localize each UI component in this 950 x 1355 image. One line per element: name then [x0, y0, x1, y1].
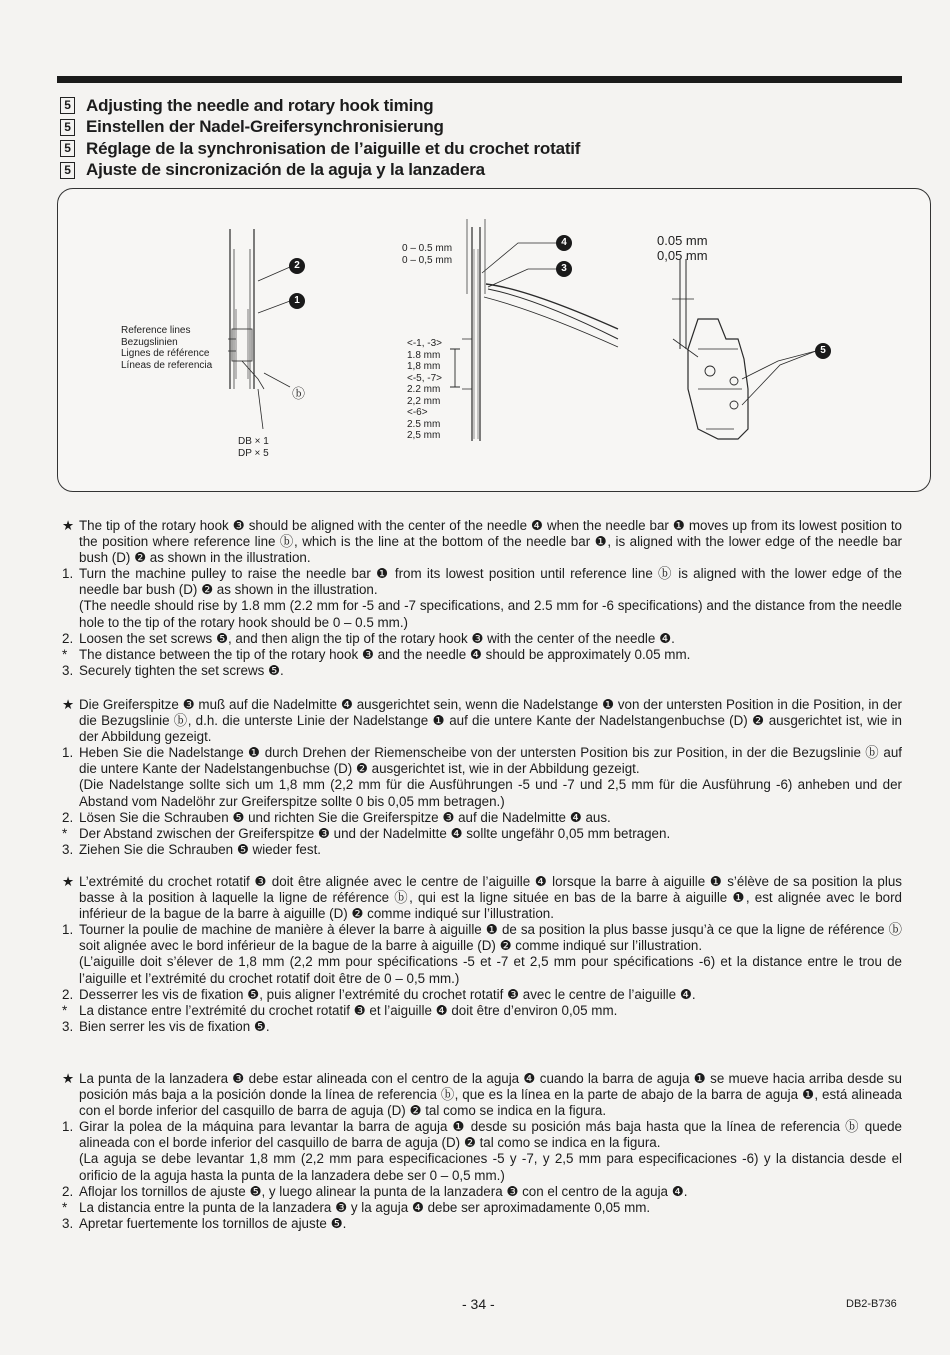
- english-instructions: [60, 518, 902, 679]
- item-text: Der Abstand zwischen der Greiferspitze ❸ und der Nadelmitte ❹ sollte ungefähr 0,05 mm betragen.: [79, 825, 671, 841]
- item-mark: *: [62, 646, 68, 662]
- list-item: [60, 647, 902, 663]
- item-text: Aflojar los tornillos de ajuste ❺, y luego alinear la punta de la lanzadera ❸ con el centro de la aguja ❹.: [79, 1183, 688, 1199]
- list-item: [60, 874, 902, 922]
- item-mark: *: [62, 825, 68, 841]
- section-number: 5: [60, 162, 75, 179]
- rotary-hook-tip: [486, 284, 618, 329]
- item-mark: 2.: [62, 630, 74, 646]
- page-number: - 34 -: [462, 1296, 495, 1312]
- timing-illustration: [57, 188, 931, 492]
- heading-german: [60, 117, 900, 139]
- list-item: [60, 1071, 902, 1119]
- list-item: [60, 745, 902, 777]
- ref-line-fr: Lignes de référence: [121, 348, 210, 359]
- badge-4: 4: [556, 235, 572, 251]
- rise-values: [407, 338, 442, 442]
- item-mark: ★: [62, 697, 75, 712]
- item-text: L’extrémité du crochet rotatif ❸ doit être alignée avec le centre de l’aiguille ❹ lorsque la barre à aiguille ❶ s’élève de sa position la plus basse à la position à laquelle la ligne de référence ⓑ, qui est la ligne située en bas de la barre à aiguille ❶, est alignée avec le bord inférieur de la bague de la barre à aiguille (D) ❷ comme indiqué sur l’illustration.: [79, 874, 902, 922]
- heading-spanish: [60, 160, 900, 182]
- item-text: Apretar fuertemente los tornillos de ajuste ❺.: [79, 1215, 347, 1231]
- badge-2: 2: [289, 258, 305, 274]
- gap-en: 0 – 0.5 mm: [402, 243, 453, 254]
- french-instructions: [60, 874, 902, 1035]
- rise-22-de: 2,2 mm: [407, 395, 441, 407]
- item-text: Heben Sie die Nadelstange ❶ durch Drehen der Riemenscheibe von der untersten Position bis zur Position, in der die Bezugslinie ⓑ auf die untere Kante der Nadelstangenbuchse (D) ❷ ausgerichtet ist, wie in der Abbildung gezeigt.: [79, 745, 902, 777]
- item-text: Bien serrer les vis de fixation ❺.: [79, 1018, 270, 1034]
- list-item: [60, 1151, 902, 1183]
- document-code: DB2-B736: [846, 1298, 897, 1310]
- section-number: 5: [60, 97, 75, 114]
- list-item: [60, 826, 902, 842]
- needle-right: [680, 259, 686, 349]
- needle-type-dp: DP × 5: [238, 447, 269, 459]
- needle-bar-bush: [230, 229, 254, 389]
- item-mark: *: [62, 1199, 68, 1215]
- section-number: 5: [60, 119, 75, 136]
- distance-de: 0,05 mm: [657, 248, 708, 263]
- item-text: (L’aiguille doit s’élever de 1,8 mm (2,2 mm pour spécifications -5 et -7 et 2,5 mm pour spécifications -6) et la distance entre le trou de l’aiguille et l’extrémité du crochet rotatif doit être de 0 – 0,5 mm.): [79, 954, 902, 986]
- list-item: [60, 518, 902, 566]
- item-mark: ★: [62, 874, 75, 889]
- item-text: The tip of the rotary hook ❸ should be aligned with the center of the needle ❹ when the needle bar ❶ moves up from its lowest position to the position where reference line ⓑ, which is the line at the bottom of the needle bar ❶, is aligned with the lower edge of the needle bar bush (D) ❷ as shown in the illustration.: [79, 518, 902, 566]
- list-item: [60, 777, 902, 809]
- rise-18-en: 1.8 mm: [407, 349, 441, 361]
- badge-5: 5: [815, 343, 831, 359]
- ref-line-es: Líneas de referencia: [121, 359, 213, 371]
- item-text: (The needle should rise by 1.8 mm (2.2 mm for -5 and -7 specifications, and 2.5 mm for -6 specifications) and the distance from the needle hole to the tip of the rotary hook should be 0 – 0.5 mm.): [79, 598, 902, 630]
- distance-label: [657, 233, 708, 263]
- item-mark: 3.: [62, 662, 74, 678]
- ref-line-en: Reference lines: [121, 325, 191, 336]
- item-text: (Die Nadelstange sollte sich um 1,8 mm (2,2 mm für die Ausführungen -5 und -7 und 2,5 mm für die Ausführung -6) anheben und der Abstand vom Nadelöhr zur Greiferspitze sollte 0 bis 0,05 mm betragen.): [79, 777, 902, 809]
- item-mark: 3.: [62, 1018, 74, 1034]
- item-text: Loosen the set screws ❺, and then align the tip of the rotary hook ❸ with the center of the needle ❹.: [79, 630, 675, 646]
- list-item: [60, 987, 902, 1003]
- heading-text: Ajuste de sincronización de la aguja y la lanzadera: [86, 160, 485, 180]
- list-item: [60, 663, 902, 679]
- rise-18-de: 1,8 mm: [407, 361, 441, 372]
- hook-body: [688, 319, 748, 439]
- list-item: [60, 598, 902, 630]
- badge-3: 3: [556, 261, 572, 277]
- item-mark: 3.: [62, 1215, 74, 1231]
- item-text: Die Greiferspitze ❸ muß auf die Nadelmitte ❹ ausgerichtet sein, wenn die Nadelstange ❶ von der untersten Position in die Position, in der die Bezugslinie ⓑ, d.h. die unterste Linie der Nadelstange ❶ auf die untere Kante der Nadelstangenbuchse (D) ❷ ausgerichtet ist, wie in der Abbildung gezeigt.: [79, 697, 902, 745]
- gap-label: [402, 243, 452, 266]
- list-item: [60, 1200, 902, 1216]
- list-item: [60, 697, 902, 745]
- item-mark: 3.: [62, 841, 74, 857]
- item-mark: 2.: [62, 986, 74, 1002]
- item-text: Securely tighten the set screws ❺.: [79, 662, 284, 678]
- rise-spec-1: <-1, -3>: [407, 338, 443, 349]
- item-mark: 1.: [62, 922, 74, 938]
- item-text: Ziehen Sie die Schrauben ❺ wieder fest.: [79, 841, 322, 857]
- item-mark: 2.: [62, 1183, 74, 1199]
- heading-text: Adjusting the needle and rotary hook timing: [86, 95, 434, 115]
- heading-french: [60, 138, 900, 160]
- gap-de: 0 – 0,5 mm: [402, 254, 453, 266]
- list-item: [60, 631, 902, 647]
- needle: [472, 227, 480, 441]
- item-mark: ★: [62, 1071, 75, 1086]
- item-mark: 1.: [62, 566, 74, 582]
- item-mark: 1.: [62, 745, 74, 761]
- heading-text: Réglage de la synchronisation de l’aiguille et du crochet rotatif: [86, 138, 581, 158]
- item-mark: ★: [62, 518, 75, 533]
- item-text: Turn the machine pulley to raise the needle bar ❶ from its lowest position until reference line ⓑ is aligned with the lower edge of the needle bar bush (D) ❷ as shown in the illustration.: [79, 566, 902, 598]
- item-text: Lösen Sie die Schrauben ❺ und richten Sie die Greiferspitze ❸ auf die Nadelmitte ❹ aus.: [79, 809, 611, 825]
- rise-spec-6: <-6>: [407, 407, 428, 418]
- item-text: La distance entre l’extrémité du crochet rotatif ❸ et l’aiguille ❹ doit être d’environ 0,05 mm.: [79, 1002, 618, 1018]
- distance-en: 0.05 mm: [657, 233, 708, 248]
- heading-text: Einstellen der Nadel-Greifersynchronisierung: [86, 117, 444, 137]
- rise-spec-5: <-5, -7>: [407, 372, 443, 384]
- item-mark: 2.: [62, 809, 74, 825]
- item-text: La distancia entre la punta de la lanzadera ❸ y la aguja ❹ debe ser aproximadamente 0,05 mm.: [79, 1199, 651, 1215]
- badge-1: 1: [289, 293, 305, 309]
- list-item: [60, 954, 902, 986]
- rise-25-de: 2,5 mm: [407, 430, 441, 441]
- list-item: [60, 1216, 902, 1232]
- item-text: Tourner la poulie de machine de manière à élever la barre à aiguille ❶ de sa position la plus basse jusqu’à ce que la ligne de référence ⓑ soit alignée avec le bord inférieur de la bague de la barre à aiguille (D) ❷ comme indiqué sur l’illustration.: [79, 922, 902, 954]
- section-headings: [60, 95, 900, 181]
- heading-english: [60, 95, 900, 117]
- needle-type-label: [238, 436, 269, 459]
- list-item: [60, 566, 902, 598]
- list-item: [60, 842, 902, 858]
- item-mark: 1.: [62, 1119, 74, 1135]
- list-item: [60, 922, 902, 954]
- item-text: The distance between the tip of the rotary hook ❸ and the needle ❹ should be approximately 0.05 mm.: [79, 646, 691, 662]
- list-item: [60, 1184, 902, 1200]
- rise-25-en: 2.5 mm: [407, 418, 441, 430]
- ref-line-de: Bezugslinien: [121, 336, 178, 348]
- reference-lines-label: [121, 325, 212, 371]
- list-item: [60, 1003, 902, 1019]
- german-instructions: [60, 697, 902, 858]
- item-mark: *: [62, 1002, 68, 1018]
- needle-bar: [232, 329, 252, 361]
- rise-22-en: 2.2 mm: [407, 384, 441, 395]
- list-item: [60, 810, 902, 826]
- item-text: La punta de la lanzadera ❸ debe estar alineada con el centro de la aguja ❹ cuando la barra de aguja ❶ se mueve hacia arriba desde su posición más baja a la posición donde la línea de referencia ⓑ, que es la línea en la parte de abajo de la barra de aguja ❶, está alineada con el borde inferior del casquillo de barra de aguja (D) ❷ tal como se indica en la figura.: [79, 1071, 902, 1119]
- reference-b-marker: ⓑ: [292, 386, 306, 401]
- needle-type-db: DB × 1: [238, 436, 269, 447]
- list-item: [60, 1119, 902, 1151]
- top-rule: [57, 76, 902, 83]
- list-item: [60, 1019, 902, 1035]
- item-text: (La aguja se debe levantar 1,8 mm (2,2 mm para especificaciones -5 y -7, y 2,5 mm para especificaciones -6) y la distancia desde el orificio de la aguja hasta la punta de la lanzadera debe ser 0 – 0,5 mm.): [79, 1151, 902, 1183]
- spanish-instructions: [60, 1071, 902, 1232]
- section-number: 5: [60, 140, 75, 157]
- item-text: Girar la polea de la máquina para levantar la barra de aguja ❶ desde su posición más baja hasta que la línea de referencia ⓑ quede alineada con el borde inferior del casquillo de barra de aguja (D) ❷ tal como se indica en la figura.: [79, 1119, 902, 1151]
- item-text: Desserrer les vis de fixation ❺, puis aligner l’extrémité du crochet rotatif ❸ avec le centre de l’aiguille ❹.: [79, 986, 696, 1002]
